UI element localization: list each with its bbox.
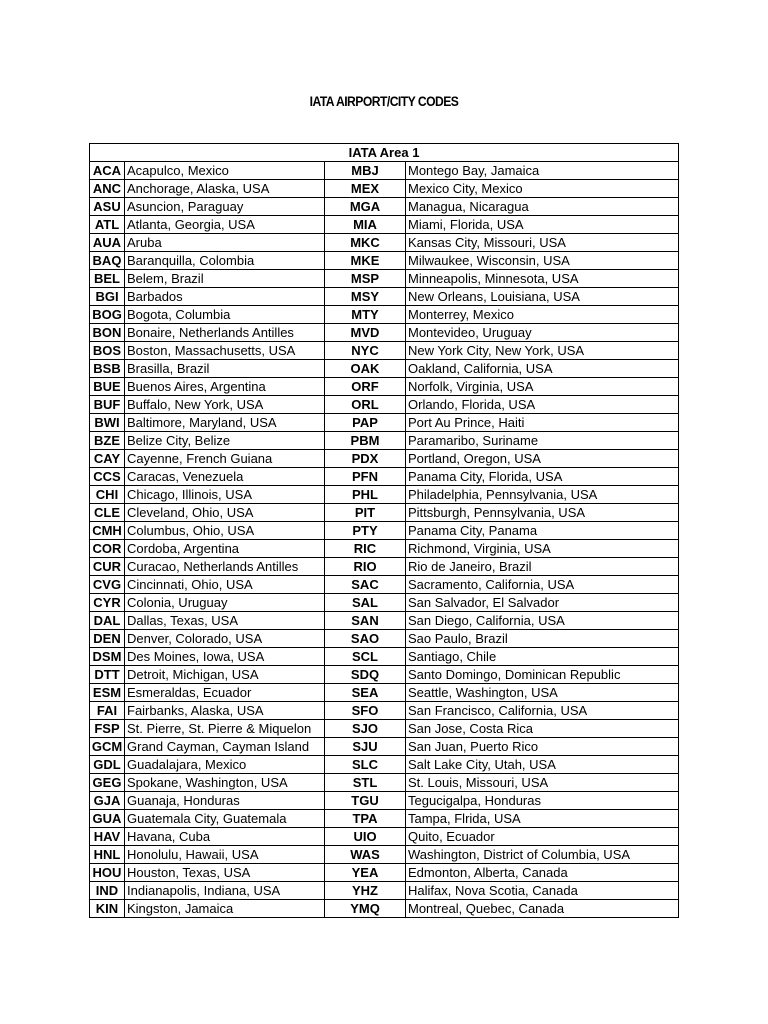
city-name-cell: Boston, Massachusetts, USA (125, 342, 325, 360)
city-name-cell: Cincinnati, Ohio, USA (125, 576, 325, 594)
city-name-cell: Seattle, Washington, USA (406, 684, 679, 702)
city-name-cell: Acapulco, Mexico (125, 162, 325, 180)
city-name-cell: Pittsburgh, Pennsylvania, USA (406, 504, 679, 522)
airport-code-cell: PAP (325, 414, 406, 432)
city-name-cell: Milwaukee, Wisconsin, USA (406, 252, 679, 270)
airport-code-cell: CLE (90, 504, 125, 522)
airport-code-cell: DAL (90, 612, 125, 630)
city-name-cell: Monterrey, Mexico (406, 306, 679, 324)
city-name-cell: Richmond, Virginia, USA (406, 540, 679, 558)
airport-code-cell: MGA (325, 198, 406, 216)
airport-code-cell: CVG (90, 576, 125, 594)
airport-code-cell: CCS (90, 468, 125, 486)
airport-code-cell: SAC (325, 576, 406, 594)
airport-code-cell: BON (90, 324, 125, 342)
airport-code-cell: CUR (90, 558, 125, 576)
airport-code-cell: COR (90, 540, 125, 558)
table-row (90, 414, 679, 432)
table-row (90, 432, 679, 450)
airport-code-cell: TGU (325, 792, 406, 810)
airport-code-cell: RIO (325, 558, 406, 576)
table-row (90, 450, 679, 468)
airport-code-cell: FAI (90, 702, 125, 720)
city-name-cell: Norfolk, Virginia, USA (406, 378, 679, 396)
table-row (90, 864, 679, 882)
city-name-cell: Columbus, Ohio, USA (125, 522, 325, 540)
city-name-cell: Panama City, Florida, USA (406, 468, 679, 486)
city-name-cell: Chicago, Illinois, USA (125, 486, 325, 504)
table-row (90, 810, 679, 828)
document-title: IATA AIRPORT/CITY CODES (309, 94, 459, 109)
airport-code-cell: ORF (325, 378, 406, 396)
city-name-cell: New York City, New York, USA (406, 342, 679, 360)
table-row (90, 180, 679, 198)
airport-code-cell: GDL (90, 756, 125, 774)
airport-code-cell: MEX (325, 180, 406, 198)
airport-code-cell: NYC (325, 342, 406, 360)
airport-code-cell: HAV (90, 828, 125, 846)
city-name-cell: Montreal, Quebec, Canada (406, 900, 679, 918)
city-name-cell: San Diego, California, USA (406, 612, 679, 630)
airport-code-cell: BOS (90, 342, 125, 360)
table-row (90, 288, 679, 306)
table-row (90, 774, 679, 792)
city-name-cell: Indianapolis, Indiana, USA (125, 882, 325, 900)
city-name-cell: Guatemala City, Guatemala (125, 810, 325, 828)
city-name-cell: Buffalo, New York, USA (125, 396, 325, 414)
airport-code-cell: SLC (325, 756, 406, 774)
table-body (90, 162, 679, 918)
city-name-cell: Cordoba, Argentina (125, 540, 325, 558)
city-name-cell: Cayenne, French Guiana (125, 450, 325, 468)
table-row (90, 792, 679, 810)
table-row (90, 378, 679, 396)
table-row (90, 324, 679, 342)
table-row (90, 468, 679, 486)
airport-code-cell: AUA (90, 234, 125, 252)
airport-code-cell: SDQ (325, 666, 406, 684)
city-name-cell: Honolulu, Hawaii, USA (125, 846, 325, 864)
airport-code-cell: BZE (90, 432, 125, 450)
table-row (90, 612, 679, 630)
airport-code-cell: GJA (90, 792, 125, 810)
airport-code-cell: DSM (90, 648, 125, 666)
city-name-cell: Oakland, California, USA (406, 360, 679, 378)
table-row (90, 162, 679, 180)
airport-code-cell: DTT (90, 666, 125, 684)
airport-code-cell: TPA (325, 810, 406, 828)
city-name-cell: Panama City, Panama (406, 522, 679, 540)
airport-code-cell: FSP (90, 720, 125, 738)
city-name-cell: Kingston, Jamaica (125, 900, 325, 918)
city-name-cell: Des Moines, Iowa, USA (125, 648, 325, 666)
table-row (90, 666, 679, 684)
airport-code-cell: HOU (90, 864, 125, 882)
airport-code-cell: MKE (325, 252, 406, 270)
city-name-cell: Houston, Texas, USA (125, 864, 325, 882)
airport-code-cell: UIO (325, 828, 406, 846)
city-name-cell: Sacramento, California, USA (406, 576, 679, 594)
airport-code-cell: HNL (90, 846, 125, 864)
airport-code-cell: ASU (90, 198, 125, 216)
airport-code-cell: MSP (325, 270, 406, 288)
city-name-cell: Cleveland, Ohio, USA (125, 504, 325, 522)
city-name-cell: St. Pierre, St. Pierre & Miquelon (125, 720, 325, 738)
airport-code-cell: YMQ (325, 900, 406, 918)
airport-code-cell: STL (325, 774, 406, 792)
airport-code-cell: BGI (90, 288, 125, 306)
airport-code-cell: SCL (325, 648, 406, 666)
city-name-cell: Barbados (125, 288, 325, 306)
table-row (90, 252, 679, 270)
airport-code-cell: SJU (325, 738, 406, 756)
city-name-cell: St. Louis, Missouri, USA (406, 774, 679, 792)
table-row (90, 756, 679, 774)
airport-code-cell: BUF (90, 396, 125, 414)
city-name-cell: Guadalajara, Mexico (125, 756, 325, 774)
city-name-cell: Baranquilla, Colombia (125, 252, 325, 270)
table-row (90, 576, 679, 594)
city-name-cell: San Salvador, El Salvador (406, 594, 679, 612)
city-name-cell: San Francisco, California, USA (406, 702, 679, 720)
airport-code-cell: ESM (90, 684, 125, 702)
table-row (90, 594, 679, 612)
airport-code-cell: DEN (90, 630, 125, 648)
airport-code-cell: KIN (90, 900, 125, 918)
city-name-cell: Caracas, Venezuela (125, 468, 325, 486)
city-name-cell: San Juan, Puerto Rico (406, 738, 679, 756)
table-row (90, 648, 679, 666)
city-name-cell: Minneapolis, Minnesota, USA (406, 270, 679, 288)
city-name-cell: Brasilla, Brazil (125, 360, 325, 378)
city-name-cell: Buenos Aires, Argentina (125, 378, 325, 396)
city-name-cell: Bonaire, Netherlands Antilles (125, 324, 325, 342)
city-name-cell: Havana, Cuba (125, 828, 325, 846)
city-name-cell: Miami, Florida, USA (406, 216, 679, 234)
table-row (90, 702, 679, 720)
city-name-cell: Portland, Oregon, USA (406, 450, 679, 468)
airport-code-cell: SAL (325, 594, 406, 612)
airport-code-cell: GUA (90, 810, 125, 828)
airport-code-cell: IND (90, 882, 125, 900)
table-row (90, 558, 679, 576)
airport-code-cell: YHZ (325, 882, 406, 900)
city-name-cell: Anchorage, Alaska, USA (125, 180, 325, 198)
table-row (90, 486, 679, 504)
city-name-cell: Managua, Nicaragua (406, 198, 679, 216)
airport-code-cell: PTY (325, 522, 406, 540)
airport-code-cell: ACA (90, 162, 125, 180)
airport-code-cell: GEG (90, 774, 125, 792)
airport-code-cell: BWI (90, 414, 125, 432)
city-name-cell: Denver, Colorado, USA (125, 630, 325, 648)
airport-code-cell: PIT (325, 504, 406, 522)
city-name-cell: Tegucigalpa, Honduras (406, 792, 679, 810)
airport-code-cell: ORL (325, 396, 406, 414)
table-row (90, 882, 679, 900)
airport-codes-table (89, 143, 679, 918)
airport-code-cell: SFO (325, 702, 406, 720)
city-name-cell: Curacao, Netherlands Antilles (125, 558, 325, 576)
city-name-cell: Aruba (125, 234, 325, 252)
city-name-cell: Colonia, Uruguay (125, 594, 325, 612)
airport-code-cell: CAY (90, 450, 125, 468)
city-name-cell: Philadelphia, Pennsylvania, USA (406, 486, 679, 504)
table-row (90, 738, 679, 756)
airport-code-cell: SAN (325, 612, 406, 630)
city-name-cell: Spokane, Washington, USA (125, 774, 325, 792)
airport-code-cell: BSB (90, 360, 125, 378)
airport-code-cell: PDX (325, 450, 406, 468)
city-name-cell: Detroit, Michigan, USA (125, 666, 325, 684)
city-name-cell: Quito, Ecuador (406, 828, 679, 846)
city-name-cell: Mexico City, Mexico (406, 180, 679, 198)
airport-code-cell: PFN (325, 468, 406, 486)
airport-code-cell: MKC (325, 234, 406, 252)
airport-code-cell: CMH (90, 522, 125, 540)
city-name-cell: San Jose, Costa Rica (406, 720, 679, 738)
city-name-cell: Grand Cayman, Cayman Island (125, 738, 325, 756)
city-name-cell: Belize City, Belize (125, 432, 325, 450)
airport-code-cell: MBJ (325, 162, 406, 180)
city-name-cell: Dallas, Texas, USA (125, 612, 325, 630)
city-name-cell: Rio de Janeiro, Brazil (406, 558, 679, 576)
airport-code-cell: MIA (325, 216, 406, 234)
airport-code-cell: ATL (90, 216, 125, 234)
airport-code-cell: CHI (90, 486, 125, 504)
city-name-cell: Port Au Prince, Haiti (406, 414, 679, 432)
city-name-cell: Belem, Brazil (125, 270, 325, 288)
city-name-cell: Atlanta, Georgia, USA (125, 216, 325, 234)
city-name-cell: Fairbanks, Alaska, USA (125, 702, 325, 720)
city-name-cell: Santiago, Chile (406, 648, 679, 666)
table-row (90, 270, 679, 288)
city-name-cell: Montevideo, Uruguay (406, 324, 679, 342)
city-name-cell: Orlando, Florida, USA (406, 396, 679, 414)
table-row (90, 720, 679, 738)
airport-code-cell: SEA (325, 684, 406, 702)
table-row (90, 396, 679, 414)
airport-code-cell: BUE (90, 378, 125, 396)
airport-code-cell: CYR (90, 594, 125, 612)
table-row (90, 198, 679, 216)
city-name-cell: Montego Bay, Jamaica (406, 162, 679, 180)
city-name-cell: Tampa, Flrida, USA (406, 810, 679, 828)
table-row (90, 828, 679, 846)
table-row (90, 900, 679, 918)
city-name-cell: Asuncion, Paraguay (125, 198, 325, 216)
table-row (90, 342, 679, 360)
table-row (90, 846, 679, 864)
airport-code-cell: MSY (325, 288, 406, 306)
airport-code-cell: WAS (325, 846, 406, 864)
city-name-cell: Edmonton, Alberta, Canada (406, 864, 679, 882)
table-row (90, 306, 679, 324)
table-row (90, 540, 679, 558)
city-name-cell: Sao Paulo, Brazil (406, 630, 679, 648)
table-header-row (90, 144, 679, 162)
airport-code-cell: ANC (90, 180, 125, 198)
table-row (90, 504, 679, 522)
airport-code-cell: BAQ (90, 252, 125, 270)
airport-code-cell: MVD (325, 324, 406, 342)
table-row (90, 234, 679, 252)
airport-code-cell: SAO (325, 630, 406, 648)
city-name-cell: Kansas City, Missouri, USA (406, 234, 679, 252)
airport-code-cell: GCM (90, 738, 125, 756)
airport-code-cell: MTY (325, 306, 406, 324)
table-header: IATA Area 1 (90, 144, 679, 162)
airport-code-cell: YEA (325, 864, 406, 882)
airport-code-cell: OAK (325, 360, 406, 378)
airport-code-cell: PHL (325, 486, 406, 504)
city-name-cell: Halifax, Nova Scotia, Canada (406, 882, 679, 900)
table-row (90, 630, 679, 648)
airport-code-cell: SJO (325, 720, 406, 738)
city-name-cell: Esmeraldas, Ecuador (125, 684, 325, 702)
airport-code-cell: RIC (325, 540, 406, 558)
city-name-cell: Baltimore, Maryland, USA (125, 414, 325, 432)
table-row (90, 216, 679, 234)
city-name-cell: Washington, District of Columbia, USA (406, 846, 679, 864)
city-name-cell: Santo Domingo, Dominican Republic (406, 666, 679, 684)
table-row (90, 522, 679, 540)
city-name-cell: Paramaribo, Suriname (406, 432, 679, 450)
city-name-cell: New Orleans, Louisiana, USA (406, 288, 679, 306)
city-name-cell: Salt Lake City, Utah, USA (406, 756, 679, 774)
airport-code-cell: BOG (90, 306, 125, 324)
city-name-cell: Bogota, Columbia (125, 306, 325, 324)
city-name-cell: Guanaja, Honduras (125, 792, 325, 810)
table-row (90, 684, 679, 702)
airport-code-cell: PBM (325, 432, 406, 450)
table-row (90, 360, 679, 378)
airport-code-cell: BEL (90, 270, 125, 288)
